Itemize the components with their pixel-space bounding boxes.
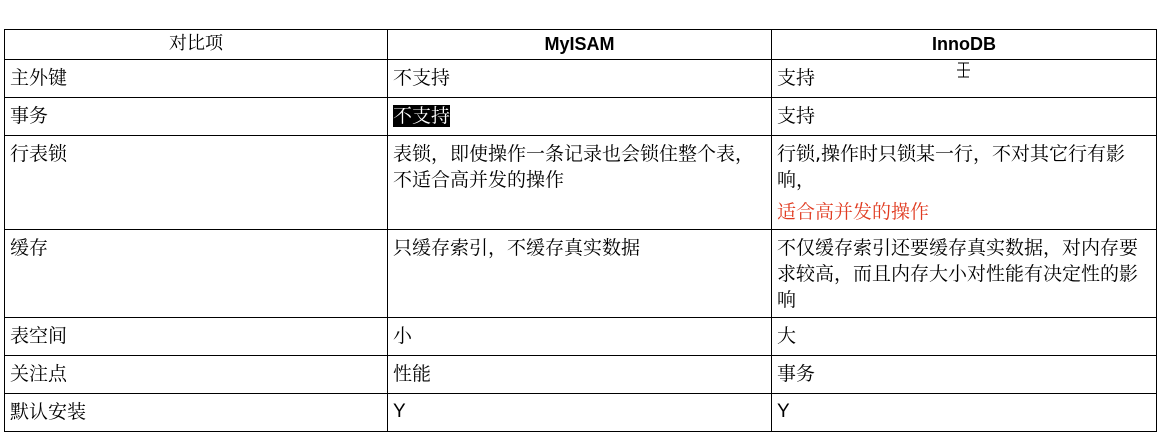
selected-text[interactable]: 不支持	[393, 105, 451, 127]
row-label: 主外键	[5, 60, 388, 98]
header-row	[5, 30, 1157, 60]
innodb-note: 适合高并发的操作	[777, 201, 930, 223]
comparison-table	[4, 29, 1157, 432]
table-row	[5, 60, 1157, 98]
header-innodb: InnoDB	[772, 30, 1157, 60]
innodb-cell: Y	[772, 394, 1157, 432]
innodb-text: 行锁,操作时只锁某一行，不对其它行有影响，	[777, 143, 1126, 191]
myisam-cell: Y	[388, 394, 772, 432]
row-label: 缓存	[5, 230, 388, 318]
table-row	[5, 98, 1157, 136]
row-label: 默认安装	[5, 394, 388, 432]
header-myisam: MyISAM	[388, 30, 772, 60]
myisam-cell: 只缓存索引，不缓存真实数据	[388, 230, 772, 318]
myisam-cell: 性能	[388, 356, 772, 394]
myisam-cell: 小	[388, 318, 772, 356]
innodb-cell: 不仅缓存索引还要缓存真实数据，对内存要求较高，而且内存大小对性能有决定性的影响	[772, 230, 1157, 318]
table-row	[5, 230, 1157, 318]
innodb-cell: 事务	[772, 356, 1157, 394]
innodb-cell: 支持	[772, 98, 1157, 136]
myisam-cell: 不支持	[388, 60, 772, 98]
innodb-cell: 支持	[772, 60, 1157, 98]
table-row	[5, 318, 1157, 356]
row-label: 关注点	[5, 356, 388, 394]
row-label: 表空间	[5, 318, 388, 356]
myisam-cell	[388, 98, 772, 136]
table-row	[5, 136, 1157, 230]
row-label: 行表锁	[5, 136, 388, 230]
text-cursor-icon	[956, 62, 971, 78]
header-item: 对比项	[5, 30, 388, 60]
innodb-cell: 大	[772, 318, 1157, 356]
innodb-cell	[772, 136, 1157, 230]
myisam-cell: 表锁，即使操作一条记录也会锁住整个表，不适合高并发的操作	[388, 136, 772, 230]
table-row	[5, 356, 1157, 394]
row-label: 事务	[5, 98, 388, 136]
table-row	[5, 394, 1157, 432]
